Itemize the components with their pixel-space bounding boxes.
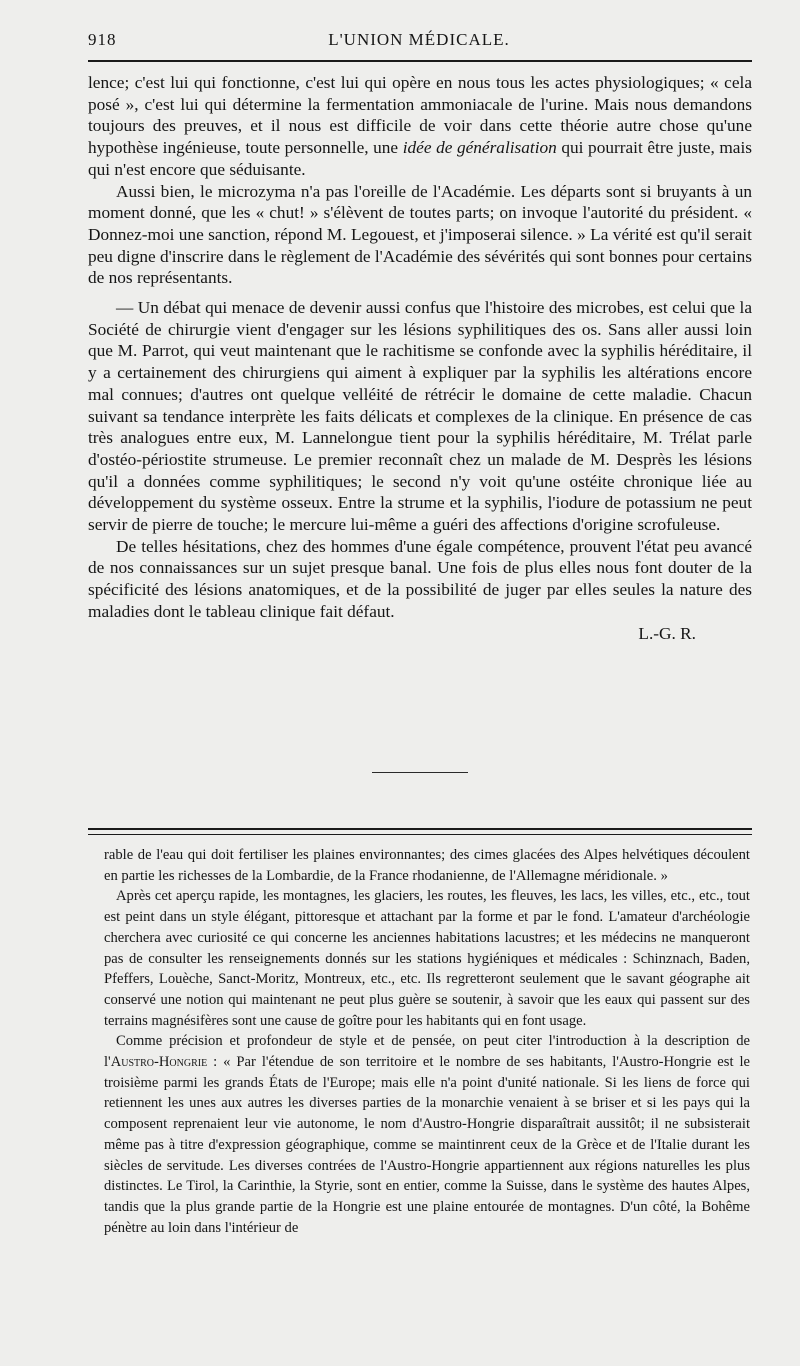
feuilleton-paragraph-3-text: Comme précision et profondeur de style et de pensée, on peut citer l'introduction à la description de l' [104,1033,750,1071]
italic-phrase: idée de généralisation [402,138,557,158]
article-signature: L.-G. R. [638,623,696,643]
feuilleton-rule [88,828,752,835]
page-number: 918 [88,30,117,49]
page-header [88,28,750,54]
article-paragraph-1 [88,72,752,181]
article-paragraph-1-end: qui pourrait être juste, mais qui n'est encore que séduisante. [88,138,753,179]
article-paragraph-3: — Un débat qui menace de devenir aussi confus que l'histoire des microbes, est celui que la Société de chirurgie vient d'engager sur les lésions syphilitiques des os. Sans aller aussi loin que M. Parrot, qui veut maintenant que le rachitisme se confonde avec la syphilis héréditaire, il y a certainement des chirurgiens qui aiment à expliquer par la syphilis les altérations encore mal connues; d'autres ont quelque velléité de rétrécir le domaine de cette maladie. Chacun suivant sa tendance interprète les faits délicats et complexes de la clinique. En présence de cas très analogues entre eux, M. Lannelongue tient pour la syphilis héréditaire, M. Trélat parle d'ostéo-périostite strumeuse. Le premier reconnaît chez un malade de M. Desprès les lésions qu'il a données comme syphilitiques; le second n'y voit qu'une ostéite chronique liée au développement du système osseux. Entre la strume et la syphilis, l'iodure de potassium ne peut servir de pierre de touche; le mercure lui-même a guéri des affections d'origine scrofuleuse. [88,298,752,535]
feuilleton-paragraph-3-end: : « Par l'étendue de son territoire et le nombre de ses habitants, l'Austro-Hongrie est le troisième parmi les grands États de l'Europe; mais elle n'a point d'unité nationale. Si les liens de force qui retiennent les unes aux autres les diverses parties de la monarchie venaient à se briser et si les pays qui la composent reprenaient leur vie autonome, le nom d'Austro-Hongrie disparaîtrait aussitôt; il ne subsisterait même pas à titre d'expression géographique, comme se maintinrent ceux de la Grèce et de l'Italie durant les siècles de servitude. Les diverses contrées de l'Austro-Hongrie appartiennent aux régions naturelles les plus distinctes. Le Tirol, la Carinthie, la Styrie, sont en entier, comme la Suisse, dans le système des hautes Alpes, tandis que la plus grande partie de la Hongrie est une plaine entourée de montagnes. D'un côté, la Bohême pénètre au loin dans l'intérieur de [104,1054,750,1236]
article-body [88,72,752,644]
section-divider [372,772,468,773]
feuilleton-paragraph-1: rable de l'eau qui doit fertiliser les plaines environnantes; des cimes glacées des Alpes helvétiques découlent en partie les richesses de la Lombardie, de la France rhodanienne, de l'Allemagne méridionale. » [104,847,750,884]
article-paragraph-1-text: lence; c'est lui qui fonctionne, c'est lui qui opère en nous tous les actes physiologiques; « cela posé », c'est lui qui détermine la fermentation ammoniacale de l'urine. Mais nous demandons toujours des preuves, et il nous est difficile de voir dans cette théorie autre chose qu'une hypothèse ingénieuse, toute personnelle, une [88,73,752,158]
small-caps-term: Austro-Hongrie [110,1054,208,1071]
feuilleton-paragraph-3 [104,1031,750,1238]
feuilleton-paragraph-2: Après cet aperçu rapide, les montagnes, les glaciers, les routes, les fleuves, les lacs, les villes, etc., etc., tout est peint dans un style élégant, pittoresque et attachant par la forme et par le fond. L'amateur d'archéologie cherchera avec curiosité ce qui concerne les anciennes habitations lacustres; et les médecins ne manqueront pas de consulter les renseignements donnés sur les stations hygiéniques et médicales : Schinznach, Baden, Pfeffers, Louèche, Sanct-Moritz, Montreux, etc., etc. Ils regretteront seulement que le savant géographe ait conservé une notion qui maintenant ne peut plus guère se soutenir, à savoir que les eaux qui passent sur des terrains magnésifères sont une cause de goître pour les habitants qui en font usage. [104,888,750,1029]
article-paragraph-2: Aussi bien, le microzyma n'a pas l'oreille de l'Académie. Les départs sont si bruyants à un moment donné, que les « chut! » s'élèvent de toutes parts; on invoque l'autorité du président. « Donnez-moi une sanction, répond M. Legouest, et j'imposerai silence. » La vérité est qu'il serait peu digne d'inscrire dans le règlement de l'Académie des sévérités qui sont bonnes pour certains de nos représentants. [88,181,752,288]
feuilleton-body [104,845,750,1238]
journal-title: L'UNION MÉDICALE. [328,30,510,49]
header-rule [88,60,752,62]
article-paragraph-4: De telles hésitations, chez des hommes d'une égale compétence, prouvent l'état peu avancé de nos connaissances sur un sujet presque banal. Une fois de plus elles nous font douter de la spécificité des lésions anatomiques, et de la possibilité de juger par elles seules la nature des maladies dont le tableau clinique fait défaut. [88,536,752,621]
